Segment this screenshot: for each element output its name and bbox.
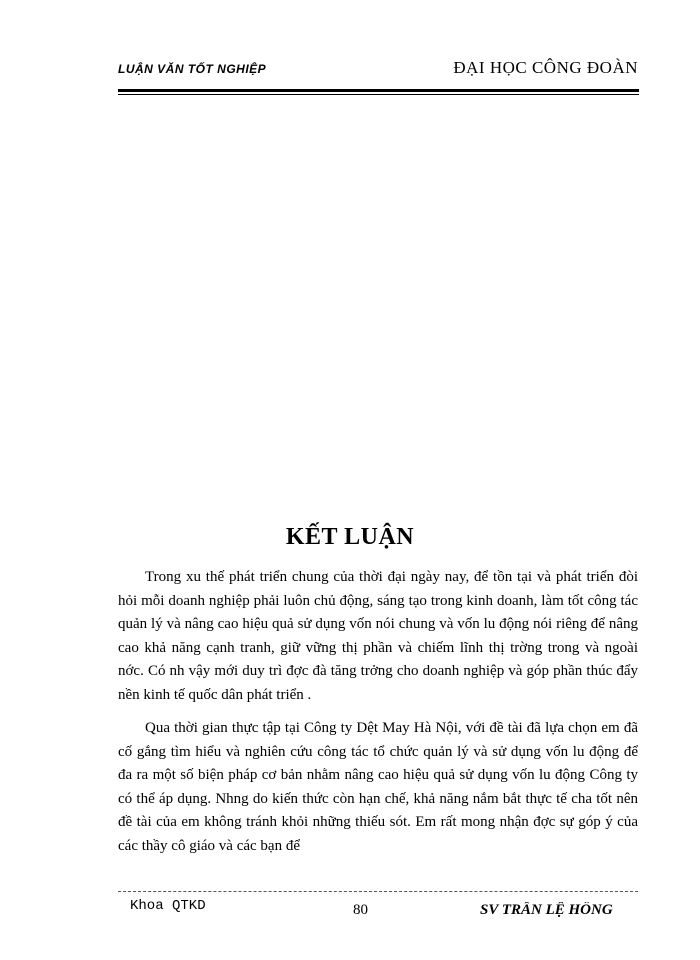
header-thesis-label: LUẬN VĂN TỐT NGHIỆP — [118, 62, 267, 76]
page-number: 80 — [353, 902, 368, 918]
footer-student-name: SV TRẦN LỆ HỒNG — [480, 902, 613, 918]
body-text — [118, 566, 638, 868]
section-title: KẾT LUẬN — [285, 524, 415, 550]
page-header — [118, 58, 638, 88]
footer-divider — [118, 891, 638, 892]
header-divider-thick — [118, 89, 639, 92]
header-university-name: ĐẠI HỌC CÔNG ĐOÀN — [453, 58, 638, 77]
paragraph-2: Qua thời gian thực tập tại Công ty Dệt May Hà Nội, với đề tài đã lựa chọn em đã cố gắng tìm hiểu và nghiên cứu công tác tổ chức quản lý và sử dụng vốn lu động để đa ra một số biện pháp cơ bản nhằm nâng cao hiệu quả sử dụng vốn lu động Công ty có thể áp dụng. Nhng do kiến thức còn hạn chế, khả năng nắm bắt thực tế cha tốt nên đề tài của em không tránh khỏi những thiếu sót. Em rất mong nhận đợc sự góp ý của các thầy cô giáo và các bạn để — [118, 720, 638, 854]
footer-faculty: Khoa QTKD — [130, 898, 206, 914]
header-divider-thin — [118, 94, 639, 95]
paragraph-1: Trong xu thế phát triển chung của thời đại ngày nay, để tồn tại và phát triển đòi hỏi mỗi doanh nghiệp phải luôn chủ động, sáng tạo trong kinh doanh, làm tốt công tác quản lý và nâng cao hiệu quả sử dụng vốn nói chung và vốn lu động nói riêng để nâng cao khả năng cạnh tranh, giữ vững thị phần và chiếm lĩnh thị trờng trong và ngoài nớc. Có nh vậy mới duy trì đợc đà tăng trởng cho doanh nghiệp và góp phần thúc đẩy nền kinh tế quốc dân phát triển . — [118, 569, 638, 703]
